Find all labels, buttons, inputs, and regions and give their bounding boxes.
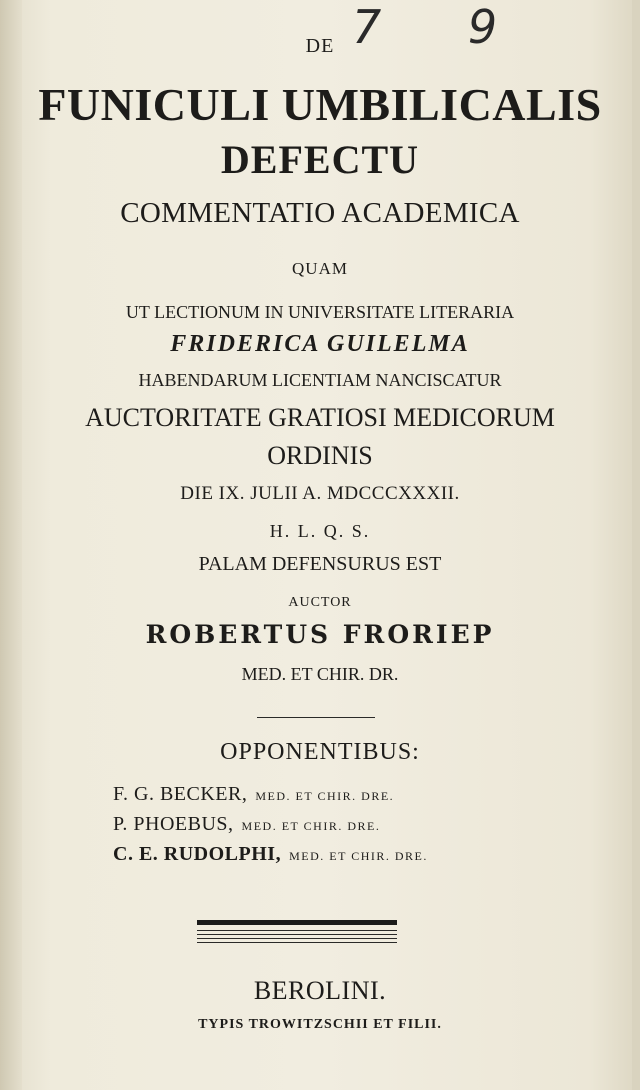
opponent-row — [113, 813, 553, 843]
ordinis-line: ORDINIS — [267, 441, 373, 470]
author-degree: MED. ET CHIR. DR. — [241, 664, 399, 684]
date-line: DIE IX. JULII A. MDCCCXXXII. — [180, 483, 460, 504]
imprint-printer: TYPIS TROWITZSCHII ET FILII. — [198, 1017, 442, 1032]
thick-rule — [197, 920, 397, 925]
short-divider — [257, 717, 375, 718]
university-name: FRIDERICA GUILELMA — [170, 331, 470, 357]
auctoritate-line: AUCTORITATE GRATIOSI MEDICORUM — [85, 403, 555, 432]
de-label: DE — [305, 35, 335, 57]
opponents-list — [113, 783, 553, 873]
palam-line: PALAM DEFENSURUS EST — [198, 553, 442, 575]
opponent-row — [113, 843, 553, 873]
thin-rule — [197, 942, 397, 943]
habendarum-line: HABENDARUM LICENTIAM NANCISCATUR — [138, 370, 502, 390]
title-line-2: DEFECTU — [220, 137, 420, 182]
quam-label: QUAM — [292, 259, 348, 278]
hlqs-line: H. L. Q. S. — [269, 521, 371, 541]
auctor-label: AUCTOR — [288, 595, 352, 610]
handwritten-note: 7 9 — [352, 0, 534, 54]
opponents-heading: OPPONENTIBUS: — [220, 739, 420, 765]
opponent-name: P. PHOEBUS, — [113, 813, 234, 835]
title-line-1: FUNICULI UMBILICALIS — [38, 79, 602, 130]
opponent-row — [113, 783, 553, 813]
thin-rule — [197, 934, 397, 935]
opponent-degree: MED. ET CHIR. DRE. — [255, 789, 395, 803]
thin-rule — [197, 930, 397, 931]
author-name: ROBERTUS FRORIEP — [145, 620, 495, 649]
subtitle: COMMENTATIO ACADEMICA — [120, 197, 520, 229]
imprint-city: BEROLINI. — [253, 976, 387, 1005]
opponent-name: C. E. RUDOLPHI, — [113, 843, 282, 865]
opponent-name: F. G. BECKER, — [113, 783, 248, 805]
thin-rule — [197, 938, 397, 939]
lectionum-line: UT LECTIONUM IN UNIVERSITATE LITERARIA — [125, 302, 515, 322]
opponent-degree: MED. ET CHIR. DRE. — [241, 819, 381, 833]
ornamental-rule — [197, 920, 397, 944]
opponent-degree: MED. ET CHIR. DRE. — [289, 849, 428, 863]
